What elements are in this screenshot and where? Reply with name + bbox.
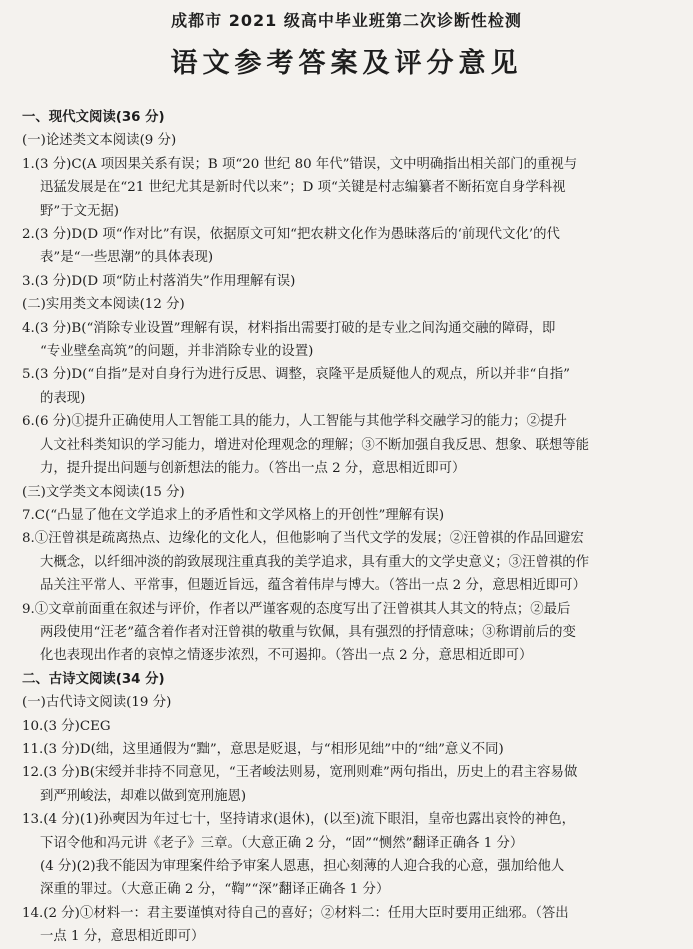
section-heading: 二、古诗文阅读(34 分)	[22, 671, 165, 687]
answer-line: 13.(4 分)(1)孙奭因为年过七十，坚持请求(退休)，(以至)流下眼泪，皇帝也露出哀怜的神色，	[22, 812, 576, 828]
answer-line: 14.(2 分)①材料一：君主要谨慎对待自己的喜好；②材料二：任用大臣时要用正绌邪。（答出	[22, 905, 569, 921]
document-title: 语文参考答案及评分意见	[170, 48, 523, 79]
answer-line: 表”是“一些思潮”的具体表现)	[40, 250, 214, 266]
section-heading: 一、现代文阅读(36 分)	[22, 110, 165, 125]
answer-line: 3.(3 分)D(D 项“防止村落消失”作用理解有误)	[22, 273, 296, 289]
answer-line: 到严刑峻法，却难以做到宽刑施恩)	[40, 788, 247, 804]
answer-line: 2.(3 分)D(D 项“作对比”有误，依据原文可知“把农耕文化作为愚昧落后的‘前现代文化’的代	[22, 227, 560, 243]
answer-line: 4.(3 分)B(“消除专业设置”理解有误，材料指出需要打破的是专业之间沟通交融的障碍，即	[22, 320, 556, 336]
exam-organization-title: 成都市 2021 级高中毕业班第二次诊断性检测	[171, 11, 522, 30]
answer-line: 7.C(“凸显了他在文学追求上的矛盾性和文学风格上的开创性”理解有误)	[22, 507, 445, 523]
answer-line: 品关注平常人、平常事，但题近旨远，蕴含着伟岸与博大。（答出一点 2 分，意思相近即可）	[40, 578, 586, 594]
answer-line: 的表现)	[40, 390, 86, 406]
answer-line: 野”于文无据)	[40, 203, 120, 219]
answer-line: 11.(3 分)D(绌，这里通假为“黜”，意思是贬退，与“相形见绌”中的“绌”意义不同)	[22, 741, 504, 757]
subsection-heading: (一)古代诗文阅读(19 分)	[22, 695, 172, 711]
answer-line: “专业壁垒高筑”的问题，并非消除专业的设置)	[40, 344, 314, 360]
answer-line: 两段使用“汪老”蕴含着作者对汪曾祺的敬重与钦佩，具有强烈的抒情意味；③称谓前后的变	[40, 624, 576, 640]
answer-line: 下诏令他和冯元讲《老子》三章。（大意正确 2 分，“固”“恻然”翻译正确各 1 分）	[40, 835, 524, 851]
answer-line: 迅猛发展是在“21 世纪尤其是新时代以来”；D 项“关键是村志编纂者不断拓宽自身学科视	[40, 180, 566, 196]
answer-line: 10.(3 分)CEG	[22, 718, 111, 734]
answer-line: 1.(3 分)C(A 项因果关系有误；B 项“20 世纪 80 年代”错误，文中明确指出相关部门的重视与	[22, 156, 578, 172]
answer-line: 6.(6 分)①提升正确使用人工智能工具的能力，人工智能与其他学科交融学习的能力；②提升	[22, 414, 567, 430]
subsection-heading: (一)论述类文本阅读(9 分)	[22, 133, 177, 149]
answer-line: 9.①文章前面重在叙述与评价，作者以严谨客观的态度写出了汪曾祺其人其文的特点；②最后	[22, 601, 571, 617]
answer-line: 大概念，以纤细冲淡的韵致展现注重真我的美学追求，具有重大的文学史意义；③汪曾祺的作	[40, 554, 590, 570]
answer-line: 8.①汪曾祺是疏离热点、边缘化的文化人，但他影响了当代文学的发展；②汪曾祺的作品回避宏	[22, 531, 584, 547]
subsection-heading: (二)实用类文本阅读(12 分)	[22, 297, 185, 313]
answer-line: 化也表现出作者的哀悼之情逐步浓烈，不可遏抑。（答出一点 2 分，意思相近即可）	[40, 648, 533, 664]
answer-content	[22, 106, 671, 949]
answer-line: 12.(3 分)B(宋绶并非持不同意见，“王者峻法则易，宽刑则难”两句指出，历史上的君主容易做	[22, 765, 578, 781]
answer-line: 5.(3 分)D(“自指”是对自身行为进行反思、调整，哀隆平是质疑他人的观点，所以并非“自指”	[22, 367, 571, 383]
answer-line: (4 分)(2)我不能因为审理案件给予审案人恩惠，担心刻薄的人迎合我的心意，强加给他人	[40, 859, 565, 874]
answer-line: 力，提升提出问题与创新想法的能力。（答出一点 2 分，意思相近即可）	[40, 461, 466, 477]
answer-line: 人文社科类知识的学习能力，增进对伦理观念的理解；③不断加强自我反思、想象、联想等能	[40, 437, 590, 453]
subsection-heading: (三)文学类文本阅读(15 分)	[22, 484, 185, 500]
answer-line: 一点 1 分，意思相近即可）	[40, 929, 205, 945]
answer-line: 深重的罪过。（大意正确 2 分，“鞫”“深”翻译正确各 1 分）	[40, 882, 390, 898]
